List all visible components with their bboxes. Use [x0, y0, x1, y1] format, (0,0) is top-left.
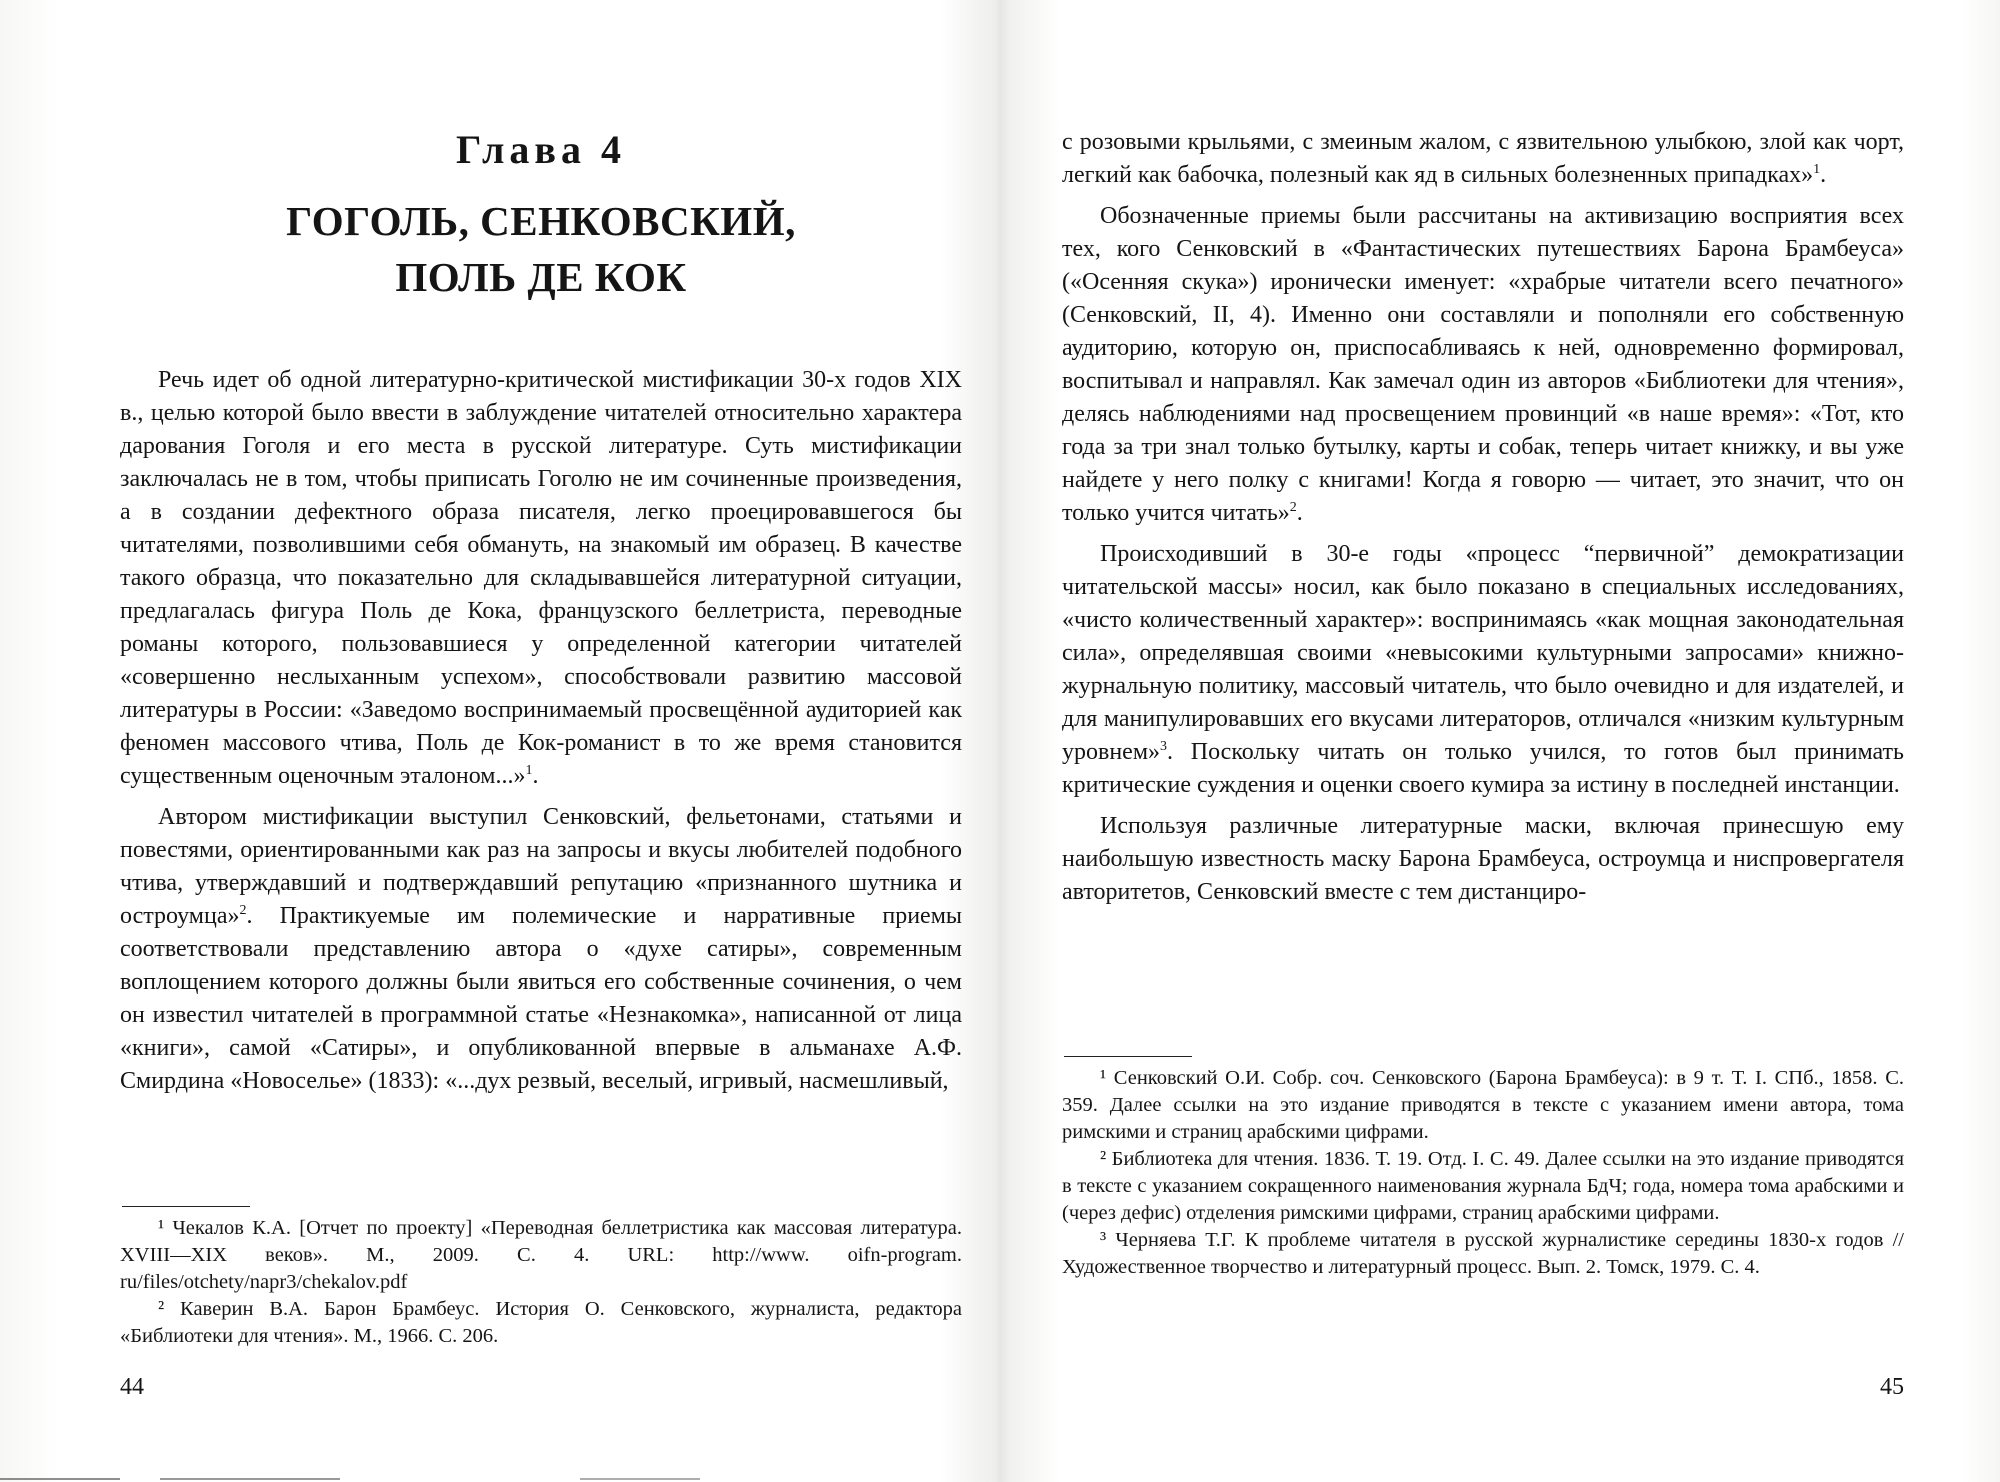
paragraph: [1062, 126, 1904, 192]
paragraph-text-tail: . Поскольку читать он только учился, то готов был принимать критические суждения и оценки своего кумира за истину в последней инстанции.: [1062, 739, 1904, 798]
left-body-text: [120, 364, 962, 1098]
footnote: ¹ Чекалов К.А. [Отчет по проекту] «Переводная беллетристика как массовая литература. XVIII—XIX веков». М., 2009. С. 4. URL: http://www. oifn-program. ru/files/otchety/napr3/chekalov.pdf: [120, 1217, 962, 1293]
paragraph-text-tail: . Практикуемые им полемические и нарративные приемы соответствовали представлению автора о «духе сатиры», современным воплощением которого должны были явиться его собственные сочинения, о чем он известил читателей в программной статье «Незнакомка», написанной от лица «книги», самой «Сатиры», и опубликованной впервые в альманахе А.Ф. Смирдина «Новоселье» (1833): «...дух резвый, веселый, игривый, насмешливый,: [120, 903, 962, 1094]
paragraph-text-tail: .: [1820, 162, 1827, 188]
footnote-rule: [1064, 1056, 1192, 1057]
paragraph-text: Используя различные литературные маски, включая принесшую ему наибольшую известность маску Барона Брамбеуса, остроумца и ниспровергателя авторитетов, Сенковский вместе с тем дистанциро-: [1062, 813, 1904, 905]
left-footnotes: [120, 1215, 962, 1350]
footnote: ¹ Сенковский О.И. Собр. соч. Сенковского (Барона Брамбеуса): в 9 т. Т. I. СПб., 1858. С. 359. Далее ссылки на это издание приводятся в тексте с указанием имени автора, тома римскими и страниц арабскими цифрами.: [1062, 1067, 1904, 1143]
chapter-title-line: ГОГОЛЬ, СЕНКОВСКИЙ,: [286, 198, 796, 244]
paragraph-text: Автором мистификации выступил Сенковский, фельетонами, статьями и повестями, ориентированными как раз на запросы и вкусы любителей подобного чтива, утверждавший и подтверждавший репутацию «признанного шутника и остроумца»: [120, 804, 962, 929]
footnote: ² Библиотека для чтения. 1836. Т. 19. Отд. I. С. 49. Далее ссылки на это издание приводятся в тексте с указанием сокращенного наименования журнала БдЧ; года, номера тома арабскими и (через дефис) отделения римскими цифрами, страниц арабскими цифрами.: [1062, 1148, 1904, 1224]
paragraph-text: Речь идет об одной литературно-критической мистификации 30-х годов XIX в., целью которой было ввести в заблуждение читателей относительно характера дарования Гоголя и его места в русской литературе. Суть мистификации заключалась не в том, чтобы приписать Гоголю не им сочиненные произведения, а в создании дефектного образа писателя, легко проецировавшегося бы читателями, позволившими себя обмануть, на знакомый им образец. В качестве такого образца, что показательно для складывавшейся литературной ситуации, предлагалась фигура Поль де Кока, французского беллетриста, переводные романы которого, пользовавшиеся у определенной категории читателей «совершенно неслыханным успехом», способствовали развитию массовой литературы в России: «Заведомо воспринимаемый просвещённой аудиторией как феномен массового чтива, Поль де Кок-романист в то же время становится существенным оценочным эталоном...»: [120, 367, 962, 789]
footnote-ref: 1: [1813, 162, 1821, 177]
page-number: 44: [120, 1374, 144, 1400]
paragraph-text: Обозначенные приемы были рассчитаны на активизацию восприятия всех тех, кого Сенковский в «Фантастических путешествиях Барона Брамбеуса» («Осенняя скука») иронически именует: «храбрые читатели всего печатного» (Сенковский, II, 4). Именно они составляли и пополняли его собственную аудиторию, которую он, приспосабливаясь к ней, одновременно формировал, воспитывал и направлял. Как замечал один из авторов «Библиотеки для чтения», делясь наблюдениями над просвещением провинций «в наше время»: «Тот, кто года за три знал только бутылку, карты и собак, теперь читает книжку, и вы уже найдете у него полку с книгами! Когда я говорю — читает, это значит, что он только учится читать»: [1062, 203, 1904, 526]
paragraph-text-tail: .: [1296, 500, 1303, 526]
paragraph: [1062, 538, 1904, 802]
right-body-text: [1062, 126, 1904, 909]
footnote: ² Каверин В.А. Барон Брамбеус. История О. Сенковского, журналиста, редактора «Библиотеки для чтения». М., 1966. С. 206.: [120, 1298, 962, 1347]
chapter-title-line: ПОЛЬ ДЕ КОК: [395, 254, 687, 300]
page-number: 45: [1880, 1374, 1904, 1400]
chapter-title: [120, 193, 962, 305]
scan-edge-mark: [0, 1478, 700, 1480]
footnote-ref: 1: [525, 763, 533, 778]
paragraph-text: Происходивший в 30-е годы «процесс “первичной” демократизации читательской массы» носил, как было показано в специальных исследованиях, «чисто количественный характер»: воспринимаясь «как мощная законодательная сила», определявшая своими «невысокими культурными запросами» книжно-журнальную политику, массовый читатель, что было очевидно и для издателей, и для манипулировавших его вкусами литераторов, отличался «низким культурным уровнем»: [1062, 541, 1904, 765]
footnote-ref: 3: [1160, 739, 1168, 754]
paragraph: [1062, 200, 1904, 530]
footnote: ³ Черняева Т.Г. К проблеме читателя в русской журналистике середины 1830-х годов // Художественное творчество и литературный процесс. Вып. 2. Томск, 1979. С. 4.: [1062, 1229, 1904, 1278]
paragraph: [120, 801, 962, 1098]
footnote-ref: 2: [239, 903, 247, 918]
paragraph: [1062, 810, 1904, 909]
footnote-rule: [122, 1206, 250, 1207]
paragraph: Речь идет об одной литературно-критической мистификации 30-х годов XIX в., целью которой было ввести в заблуждение читателей относительно характера дарования Гоголя и его места в русской литературе. Суть мистификации заключалась не в том, чтобы приписать Гоголю не им сочиненные произведения, а в создании дефектного образа писателя, легко проецировавшегося бы читателями, позволившими себя обмануть, на знакомый им образец. В качестве такого образца, что показательно для складывавшейся литературной ситуации, предлагалась фигура Поль де Кока, французского беллетриста, переводные романы которого, пользовавшиеся у определенной категории читателей «совершенно неслыханным успехом», способствовали развитию массовой литературы в России: «Заведомо воспринимаемый просвещённой аудиторией как феномен массового чтива, Поль де Кок-романист в то же время становится существенным оценочным эталоном...»$^1$.: [120, 367, 962, 789]
footnote-ref: 2: [1289, 500, 1297, 515]
right-footnotes: [1062, 1065, 1904, 1281]
chapter-label: Глава 4: [456, 127, 626, 172]
paragraph-text: с розовыми крыльями, с змеиным жалом, с язвительною улыбкою, злой как чорт, легкий как бабочка, полезный как яд в сильных болезненных припадках»: [1062, 129, 1904, 188]
